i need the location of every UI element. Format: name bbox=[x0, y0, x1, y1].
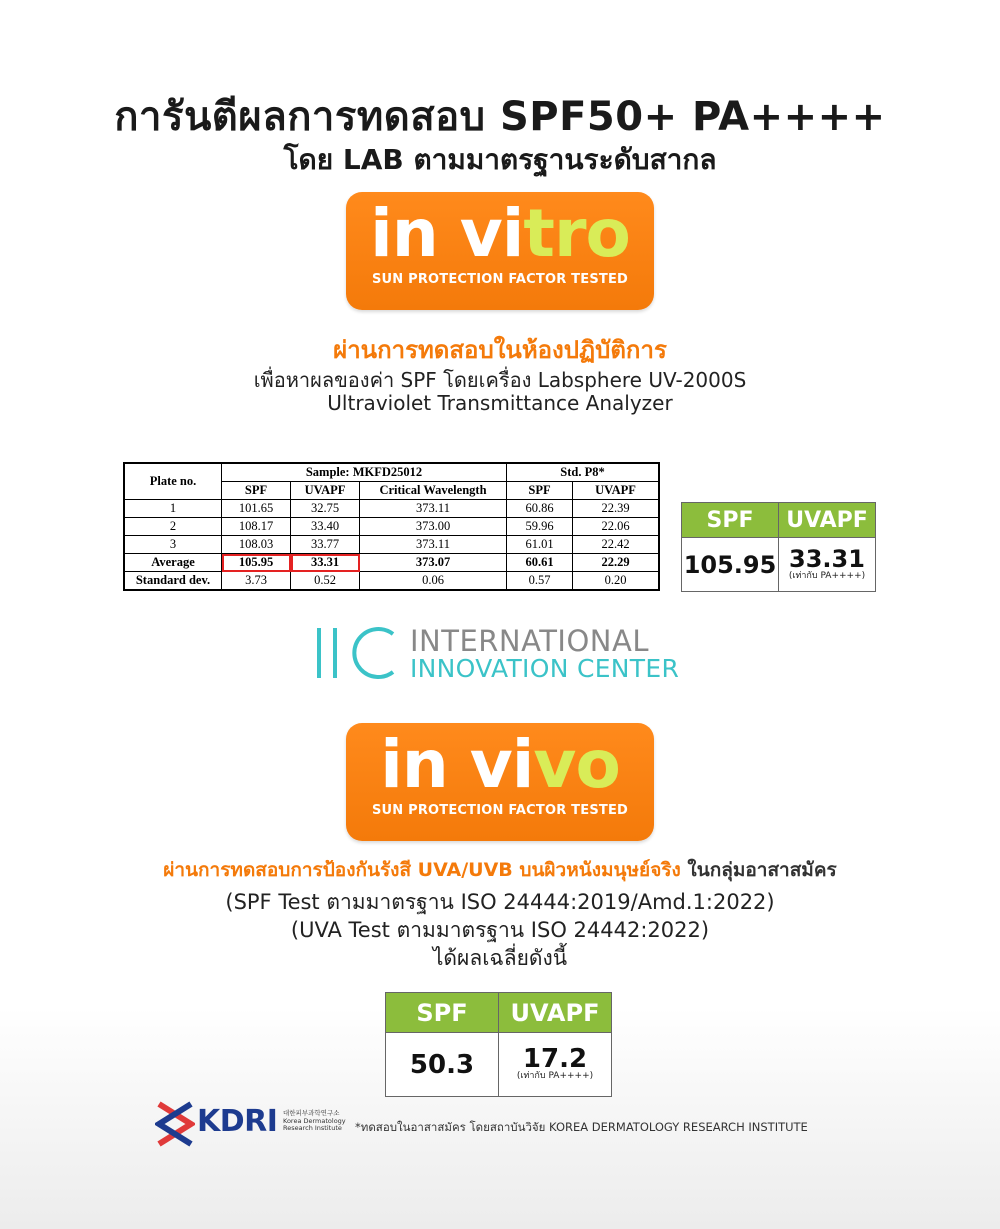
result-spf-cell bbox=[682, 538, 779, 592]
table-cell: 101.65 bbox=[222, 500, 291, 518]
footnote: *ทดสอบในอาสาสมัคร โดยสถาบันวิจัย KOREA DERMATOLOGY RESEARCH INSTITUTE bbox=[355, 1120, 808, 1134]
kdri-logo-text: KDRI bbox=[197, 1104, 278, 1139]
in-vivo-heading bbox=[0, 855, 1000, 885]
result-uvapf-note: (เท่ากับ PA++++) bbox=[516, 1071, 594, 1081]
badge-word-1: in vi bbox=[380, 726, 534, 803]
iic-logo-line-1: INTERNATIONAL bbox=[410, 624, 649, 658]
table-cell: 22.29 bbox=[573, 554, 660, 572]
std-header: Std. P8* bbox=[507, 463, 660, 482]
table-row bbox=[124, 518, 659, 536]
iic-logo-line-2: INNOVATION CENTER bbox=[410, 654, 680, 683]
page-subtitle: โดย LAB ตามมาตรฐานระดับสากล bbox=[283, 143, 717, 176]
result-spf-value: 50.3 bbox=[409, 1049, 475, 1080]
result-uvapf-cell bbox=[499, 1033, 612, 1097]
table-cell: 22.06 bbox=[573, 518, 660, 536]
sub-header: SPF bbox=[507, 482, 573, 500]
result-uvapf-label: UVAPF bbox=[499, 993, 612, 1033]
in-vivo-result-box bbox=[385, 992, 612, 1097]
in-vitro-desc-1: เพื่อหาผลของค่า SPF โดยเครื่อง Labsphere UV-2000S bbox=[253, 368, 747, 392]
table-cell: 33.77 bbox=[291, 536, 360, 554]
table-cell: 22.39 bbox=[573, 500, 660, 518]
table-cell: 373.11 bbox=[360, 500, 507, 518]
result-uvapf-label: UVAPF bbox=[779, 503, 876, 538]
lab-results-table bbox=[123, 462, 660, 591]
table-cell: 59.96 bbox=[507, 518, 573, 536]
highlighted-uvapf-cell: 33.31 bbox=[291, 554, 360, 572]
table-row-average bbox=[124, 554, 659, 572]
table-row-stddev bbox=[124, 572, 659, 591]
in-vivo-line-3: ได้ผลเฉลี่ยดังนี้ bbox=[432, 946, 568, 970]
table-cell: 0.06 bbox=[360, 572, 507, 591]
table-cell: 2 bbox=[124, 518, 222, 536]
kdri-sub-1: 대한피부과학연구소 bbox=[283, 1109, 340, 1117]
kdri-logo-subtext bbox=[283, 1110, 346, 1133]
table-row bbox=[124, 500, 659, 518]
table-cell: 61.01 bbox=[507, 536, 573, 554]
badge-word-2: tro bbox=[523, 195, 630, 272]
iic-logo bbox=[315, 624, 695, 684]
iic-logo-mark bbox=[315, 624, 403, 680]
plate-header: Plate no. bbox=[124, 463, 222, 500]
result-spf-value: 105.95 bbox=[683, 550, 777, 579]
kdri-sub-3: Research Institute bbox=[283, 1124, 342, 1132]
table-cell: 108.17 bbox=[222, 518, 291, 536]
result-uvapf-value: 17.2 bbox=[522, 1044, 588, 1074]
result-spf-label: SPF bbox=[682, 503, 779, 538]
table-cell: 373.00 bbox=[360, 518, 507, 536]
table-cell: 32.75 bbox=[291, 500, 360, 518]
result-uvapf-cell bbox=[779, 538, 876, 592]
table-row bbox=[124, 536, 659, 554]
in-vivo-line-2: (UVA Test ตามมาตรฐาน ISO 24442:2022) bbox=[290, 918, 710, 942]
sample-header: Sample: MKFD25012 bbox=[222, 463, 507, 482]
table-cell: 0.57 bbox=[507, 572, 573, 591]
kdri-sub-2: Korea Dermatology bbox=[283, 1116, 346, 1125]
in-vivo-badge-title bbox=[346, 727, 654, 803]
in-vitro-result-box bbox=[681, 502, 876, 592]
in-vivo-line-1: (SPF Test ตามมาตรฐาน ISO 24444:2019/Amd.1:2022) bbox=[225, 890, 775, 914]
result-uvapf-value: 33.31 bbox=[789, 545, 865, 573]
table-cell: 0.52 bbox=[291, 572, 360, 591]
sub-header: UVAPF bbox=[573, 482, 660, 500]
table-cell: 60.86 bbox=[507, 500, 573, 518]
table-cell: 60.61 bbox=[507, 554, 573, 572]
table-cell: 1 bbox=[124, 500, 222, 518]
result-spf-label: SPF bbox=[386, 993, 499, 1033]
in-vitro-heading: ผ่านการทดสอบในห้องปฏิบัติการ bbox=[333, 336, 667, 364]
table-cell: 0.20 bbox=[573, 572, 660, 591]
sub-header: UVAPF bbox=[291, 482, 360, 500]
result-spf-cell bbox=[386, 1033, 499, 1097]
kdri-logo bbox=[155, 1100, 355, 1150]
table-cell: 373.11 bbox=[360, 536, 507, 554]
kdri-logo-mark bbox=[155, 1100, 195, 1148]
in-vitro-badge bbox=[346, 192, 654, 310]
in-vitro-desc-2: Ultraviolet Transmittance Analyzer bbox=[327, 391, 673, 415]
table-cell: 3.73 bbox=[222, 572, 291, 591]
table-cell: 3 bbox=[124, 536, 222, 554]
in-vivo-badge bbox=[346, 723, 654, 841]
table-cell: 108.03 bbox=[222, 536, 291, 554]
page-title: การันตีผลการทดสอบ SPF50+ PA++++ bbox=[114, 94, 886, 140]
in-vitro-badge-tagline: SUN PROTECTION FACTOR TESTED bbox=[371, 272, 629, 287]
sub-header: Critical Wavelength bbox=[360, 482, 507, 500]
table-cell: Average bbox=[124, 554, 222, 572]
table-cell: Standard dev. bbox=[124, 572, 222, 591]
highlighted-spf-cell: 105.95 bbox=[222, 554, 291, 572]
badge-word-2: vo bbox=[533, 726, 620, 803]
table-cell: 33.40 bbox=[291, 518, 360, 536]
sub-header: SPF bbox=[222, 482, 291, 500]
in-vivo-badge-tagline: SUN PROTECTION FACTOR TESTED bbox=[371, 803, 629, 818]
table-cell: 373.07 bbox=[360, 554, 507, 572]
in-vivo-heading-dark: ในกลุ่มอาสาสมัคร bbox=[680, 859, 837, 881]
in-vitro-badge-title bbox=[346, 196, 654, 272]
badge-word-1: in vi bbox=[370, 195, 524, 272]
result-uvapf-note: (เท่ากับ PA++++) bbox=[788, 571, 866, 581]
in-vivo-heading-orange: ผ่านการทดสอบการป้องกันรังสี UVA/UVB บนผิวหนังมนุษย์จริง bbox=[163, 859, 681, 881]
table-cell: 22.42 bbox=[573, 536, 660, 554]
